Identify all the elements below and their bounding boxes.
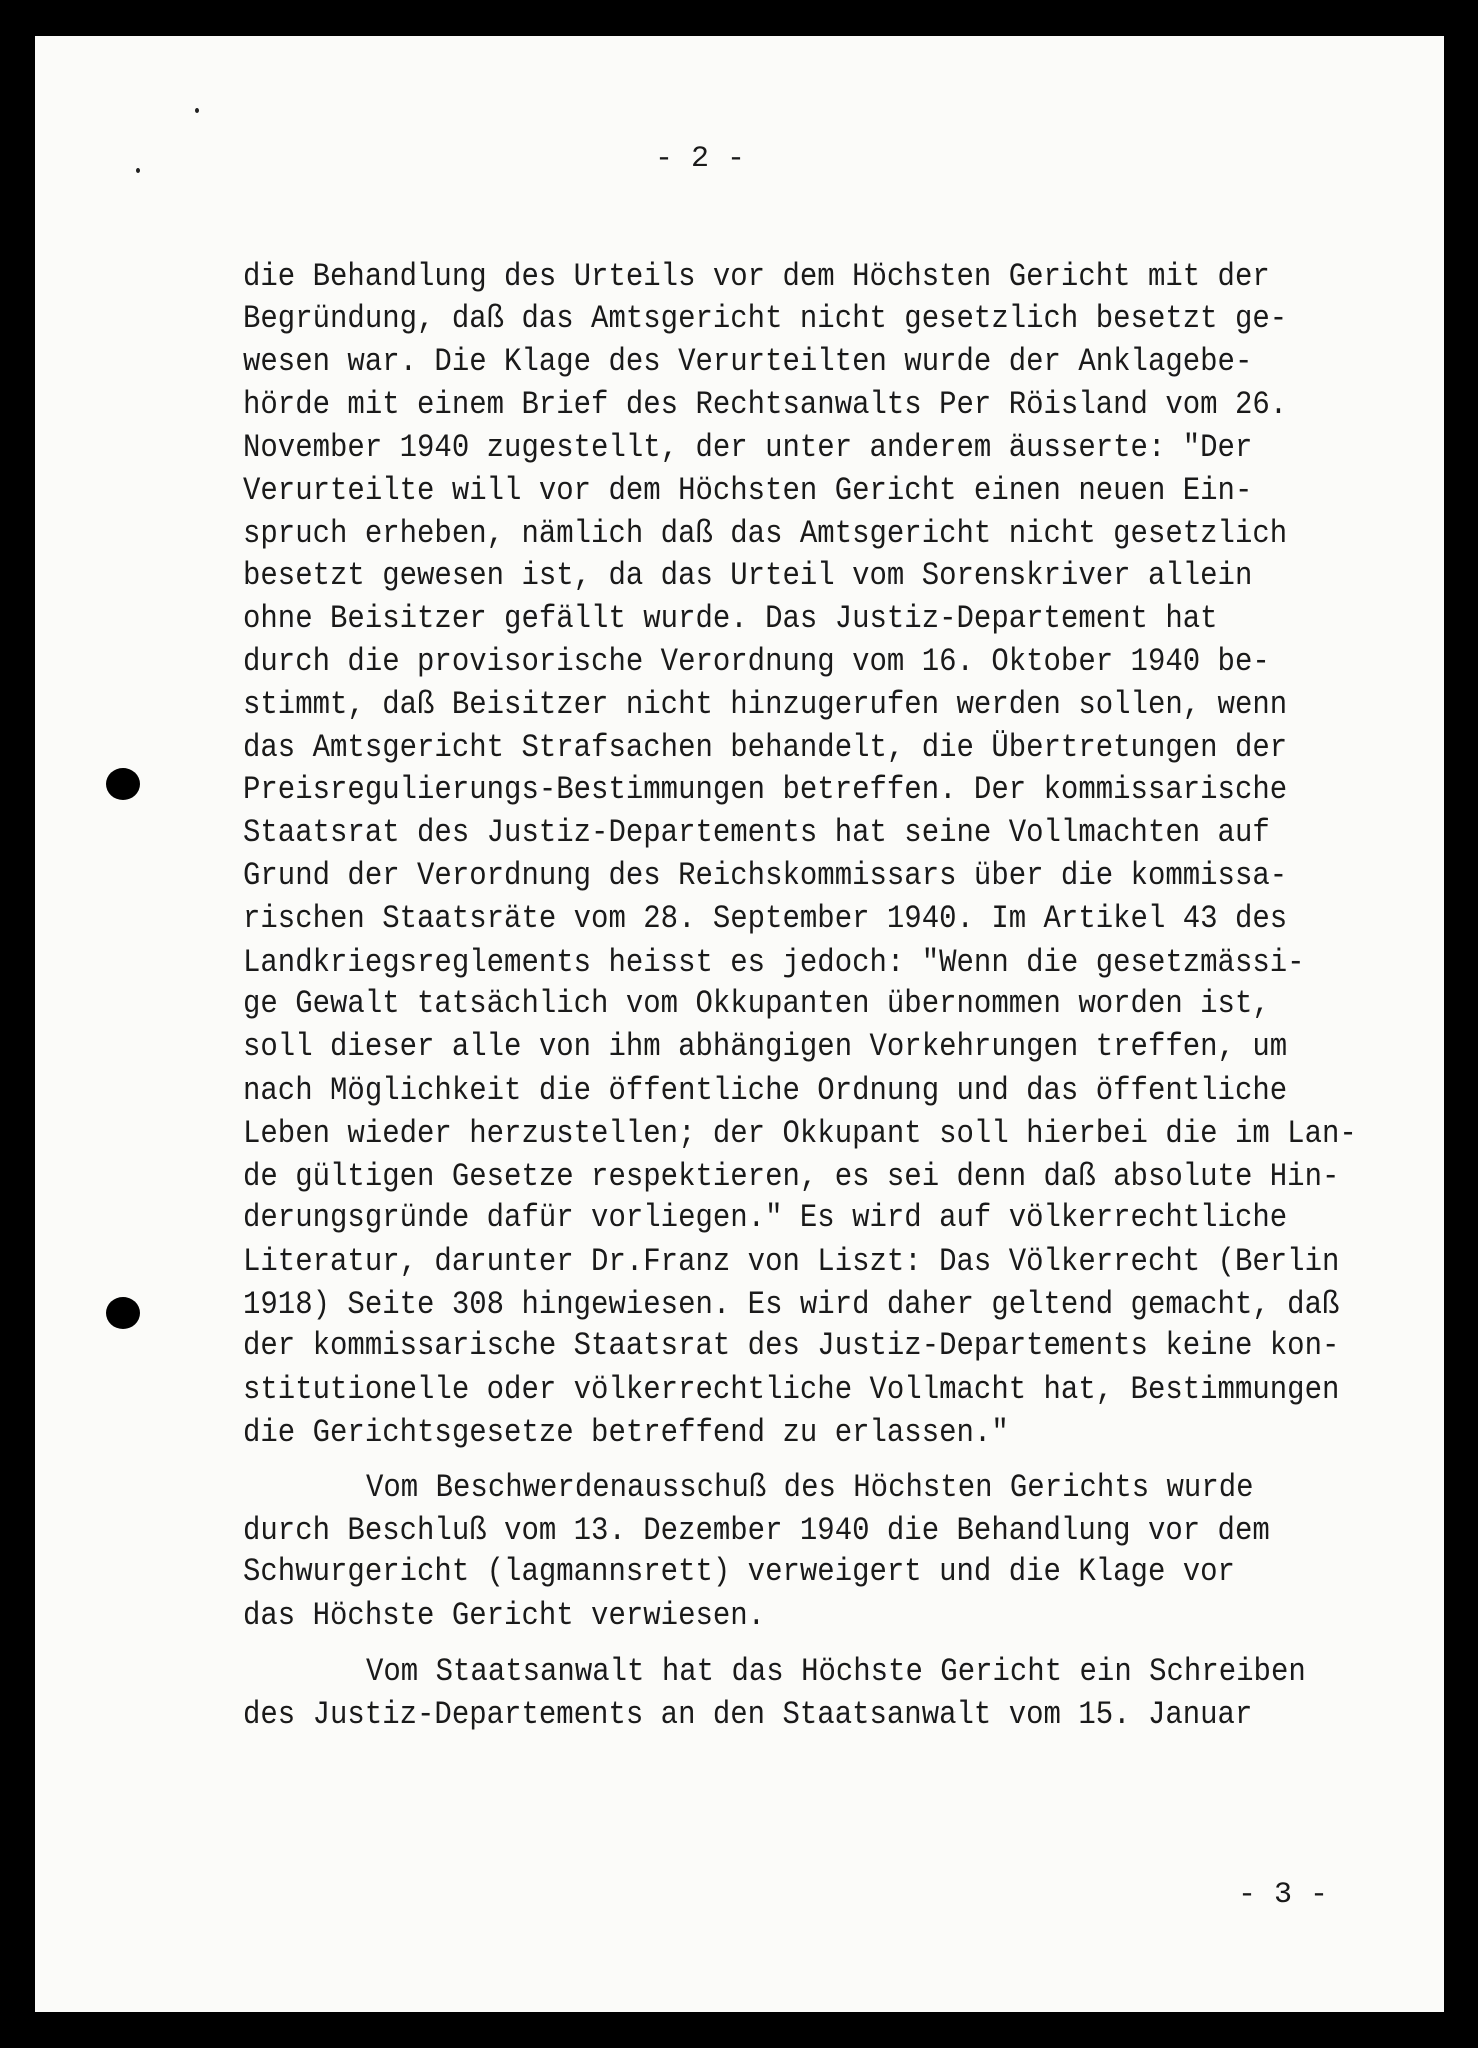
text-line: die Behandlung des Urteils vor dem Höchsten Gericht mit der	[243, 257, 1270, 295]
text-line: ohne Beisitzer gefällt wurde. Das Justiz-Departement hat	[243, 599, 1218, 637]
page-number-top: - 2 -	[655, 142, 746, 176]
text-line: die Gerichtsgesetze betreffend zu erlassen."	[243, 1413, 1009, 1451]
text-line: wesen war. Die Klage des Verurteilten wurde der Anklagebe-	[243, 342, 1253, 380]
text-line: de gültigen Gesetze respektieren, es sei denn daß absolute Hin-	[243, 1157, 1340, 1195]
text-line: das Amtsgericht Strafsachen behandelt, die Übertretungen der	[243, 729, 1288, 767]
ink-speck	[136, 168, 140, 173]
text-line: Literatur, darunter Dr.Franz von Liszt: Das Völkerrecht (Berlin	[243, 1242, 1340, 1280]
text-line: soll dieser alle von ihm abhängigen Vorkehrungen treffen, um	[243, 1028, 1288, 1066]
text-line: stitutionelle oder völkerrechtliche Vollmacht hat, Bestimmungen	[243, 1370, 1340, 1408]
text-line: besetzt gewesen ist, da das Urteil vom Sorenskriver allein	[243, 556, 1253, 594]
text-line: derungsgründe dafür vorliegen." Es wird auf völkerrechtliche	[243, 1199, 1288, 1237]
text-line: ge Gewalt tatsächlich vom Okkupanten übernommen worden ist,	[243, 985, 1270, 1023]
text-line: Vom Staatsanwalt hat das Höchste Gericht ein Schreiben	[366, 1652, 1306, 1690]
ink-speck	[195, 108, 199, 113]
text-line: Staatsrat des Justiz-Departements hat seine Vollmachten auf	[243, 814, 1270, 852]
page-number-bottom: - 3 -	[1238, 1878, 1329, 1912]
text-line: Leben wieder herzustellen; der Okkupant soll hierbei die im Lan-	[243, 1114, 1357, 1152]
text-line: Landkriegsreglements heisst es jedoch: "Wenn die gesetzmässi-	[243, 943, 1305, 981]
text-line: rischen Staatsräte vom 28. September 1940. Im Artikel 43 des	[243, 900, 1288, 938]
text-line: der kommissarische Staatsrat des Justiz-Departements keine kon-	[243, 1327, 1340, 1365]
text-line: durch die provisorische Verordnung vom 16. Oktober 1940 be-	[243, 643, 1270, 681]
punch-hole	[106, 1297, 140, 1329]
text-line: das Höchste Gericht verwiesen.	[243, 1596, 766, 1634]
text-line: Grund der Verordnung des Reichskommissars über die kommissa-	[243, 857, 1288, 895]
text-line: Verurteilte will vor dem Höchsten Gericht einen neuen Ein-	[243, 472, 1253, 509]
text-line: spruch erheben, nämlich daß das Amtsgericht nicht gesetzlich	[243, 515, 1288, 553]
text-line: nach Möglichkeit die öffentliche Ordnung und das öffentliche	[243, 1071, 1288, 1109]
text-line: Vom Beschwerdenausschuß des Höchsten Gerichts wurde	[366, 1468, 1254, 1506]
punch-hole	[106, 768, 140, 800]
text-line: hörde mit einem Brief des Rechtsanwalts Per Röisland vom 26.	[243, 385, 1288, 423]
text-line: stimmt, daß Beisitzer nicht hinzugerufen werden sollen, wenn	[243, 686, 1288, 724]
text-line: Preisregulierungs-Bestimmungen betreffen. Der kommissarische	[243, 771, 1288, 809]
text-line: des Justiz-Departements an den Staatsanwalt vom 15. Januar	[243, 1695, 1253, 1733]
text-line: Schwurgericht (lagmannsrett) verweigert und die Klage vor	[243, 1553, 1235, 1591]
text-line: November 1940 zugestellt, der unter anderem äusserte: "Der	[243, 428, 1253, 466]
text-line: 1918) Seite 308 hingewiesen. Es wird daher geltend gemacht, daß	[243, 1285, 1340, 1323]
text-line: durch Beschluß vom 13. Dezember 1940 die Behandlung vor dem	[243, 1511, 1270, 1549]
text-line: Begründung, daß das Amtsgericht nicht gesetzlich besetzt ge-	[243, 299, 1288, 337]
